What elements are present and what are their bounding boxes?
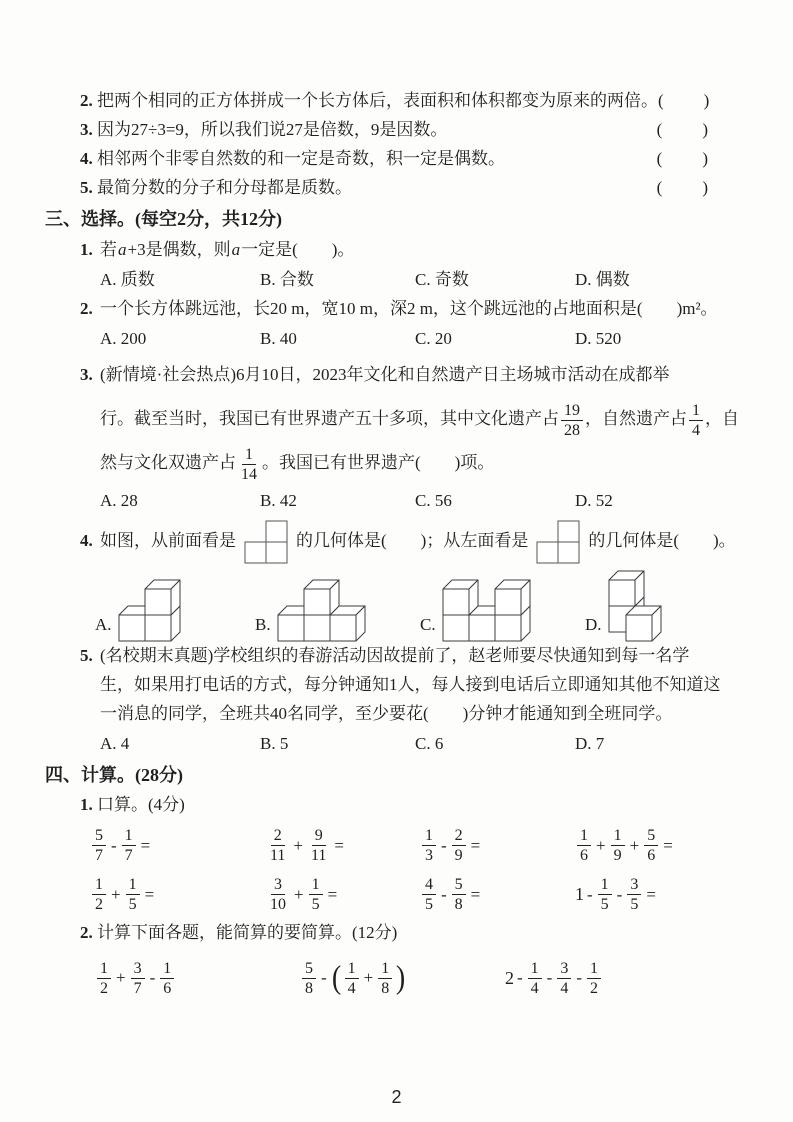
fraction-denominator: 4 <box>560 979 569 997</box>
fraction <box>644 826 658 865</box>
choice-question-4 <box>80 515 736 641</box>
fraction-numerator: 1 <box>97 959 111 979</box>
question-text: 一消息的同学，全班共40名同学，至少要花( )分钟才能通知到全班同学。 <box>100 704 673 723</box>
subheading-label: 口算。(4分) <box>92 795 185 814</box>
fraction-numerator: 1 <box>160 959 174 979</box>
fraction-numerator: 1 <box>92 875 106 895</box>
fraction <box>238 445 260 484</box>
section-title: 四、计算。 <box>45 765 135 785</box>
options-row <box>100 324 710 353</box>
fraction-denominator: 11 <box>311 847 327 864</box>
options-row <box>100 729 710 758</box>
question-number: 4. <box>80 149 93 168</box>
judge-item-text <box>80 86 658 115</box>
expression <box>420 826 575 865</box>
fraction-denominator: 7 <box>133 979 142 997</box>
choice-option: B. 5 <box>260 734 289 753</box>
fraction-denominator: 8 <box>381 979 390 997</box>
fraction-numerator: 9 <box>312 826 326 846</box>
operator: = <box>646 884 656 904</box>
simplify-calc-subheading <box>80 919 710 947</box>
cube-figure-C <box>441 578 532 643</box>
operator: - <box>441 835 447 855</box>
question-text: (名校期末真题)学校组织的春游活动因故提前了，赵老师要尽快通知到每一名学 <box>100 646 690 665</box>
operator: - <box>576 968 583 987</box>
fraction-numerator: 3 <box>131 959 145 979</box>
expression <box>505 959 710 998</box>
operator: - <box>587 884 593 904</box>
operator: - <box>546 968 553 987</box>
operator: = <box>140 835 151 855</box>
fraction <box>345 959 359 998</box>
expression <box>95 959 300 998</box>
operator: + <box>629 835 640 855</box>
variable: a <box>118 240 127 259</box>
choice-option: B. 40 <box>260 329 297 348</box>
choice-section-heading <box>45 206 710 232</box>
fraction-numerator: 1 <box>378 959 392 979</box>
expression <box>265 826 420 865</box>
question-line <box>80 353 710 397</box>
question-text: 如图，从前面看是 <box>100 531 236 550</box>
judge-item-text <box>80 144 505 173</box>
operator: + <box>293 835 303 855</box>
cube-options-row <box>95 569 710 641</box>
fraction-numerator: 19 <box>561 401 583 421</box>
fraction <box>308 826 329 865</box>
choice-option: C. 6 <box>415 734 444 753</box>
fraction-numerator: 2 <box>271 826 285 846</box>
fraction-denominator: 2 <box>100 979 108 997</box>
fraction-denominator: 4 <box>692 421 700 439</box>
judge-statement: 因为27÷3=9，所以我们说27是倍数，9是因数。 <box>92 120 448 139</box>
parenthesis: ) <box>396 959 406 996</box>
operator: = <box>470 884 481 904</box>
fraction-numerator: 3 <box>271 875 285 895</box>
judge-item-text <box>80 115 447 144</box>
fraction <box>422 875 436 914</box>
fraction-numerator: 1 <box>587 959 601 979</box>
question-text: 的几何体是( )；从左面看是 <box>296 531 529 550</box>
expression <box>575 875 710 914</box>
oral-calc-row <box>90 870 710 919</box>
fraction-numerator: 5 <box>302 959 316 979</box>
choice-question-1 <box>80 235 710 294</box>
choice-option: A. 质数 <box>100 270 155 289</box>
fraction-numerator: 1 <box>345 959 359 979</box>
question-number: 5. <box>80 178 93 197</box>
choice-option: A. 200 <box>100 329 147 348</box>
operator: + <box>294 884 304 904</box>
judge-item-text <box>80 173 352 202</box>
operator: = <box>144 884 155 904</box>
fraction <box>92 826 106 865</box>
fraction-numerator: 1 <box>126 875 140 895</box>
question-line <box>100 699 710 728</box>
fraction-denominator: 6 <box>580 847 588 864</box>
cube-option <box>585 569 710 643</box>
choice-option: C. 56 <box>415 491 452 510</box>
choice-option: D. 52 <box>575 491 613 510</box>
fraction <box>97 959 111 998</box>
choice-option: B. 合数 <box>260 270 314 289</box>
fraction-numerator: 1 <box>528 959 542 979</box>
fraction-denominator: 6 <box>163 979 172 997</box>
fraction-denominator: 5 <box>311 896 320 913</box>
expression <box>420 875 575 914</box>
fraction-denominator: 5 <box>630 896 639 913</box>
fraction-denominator: 9 <box>454 847 463 864</box>
fraction-numerator: 1 <box>242 445 256 465</box>
view-shape-front-figure <box>244 520 288 564</box>
expression <box>575 826 710 865</box>
question-line <box>80 294 718 323</box>
answer-blank: ( ) <box>656 178 710 197</box>
question-text: 若 <box>100 240 117 259</box>
fraction-denominator: 7 <box>95 847 103 864</box>
operator: = <box>334 835 344 855</box>
question-text: 然与文化双遗产占 <box>100 453 236 472</box>
option-label: B. <box>255 615 271 634</box>
integer: 2 <box>505 967 514 988</box>
judge-item <box>80 86 710 115</box>
view-shape-left-figure <box>536 520 580 564</box>
oral-calc-row <box>90 821 710 870</box>
operator: + <box>596 835 606 855</box>
judge-item <box>80 173 710 202</box>
choice-question-3 <box>80 353 739 515</box>
fraction-numerator: 1 <box>611 826 625 846</box>
fraction-numerator: 1 <box>577 826 591 846</box>
fraction-denominator: 7 <box>124 847 133 864</box>
oral-calc-subheading <box>80 791 710 819</box>
fraction <box>309 875 323 914</box>
choice-option: B. 42 <box>260 491 297 510</box>
judge-statement: 把两个相同的正方体拼成一个长方体后，表面积和体积都变为原来的两倍。 <box>92 91 658 110</box>
question-number: 3. <box>80 365 93 384</box>
calc-section-heading <box>45 762 710 788</box>
question-number: 1. <box>80 240 93 259</box>
question-number: 5. <box>80 646 93 665</box>
fraction-denominator: 2 <box>95 896 103 913</box>
question-text: +3是偶数，则 <box>127 240 231 259</box>
question-number: 2. <box>80 91 93 110</box>
option-label: D. <box>585 615 602 634</box>
section-title: 三、选择。 <box>45 209 135 229</box>
question-line <box>80 515 736 567</box>
fraction <box>598 875 612 914</box>
fraction <box>122 826 136 865</box>
section-score-note: (每空2分，共12分) <box>135 209 282 229</box>
fraction-denominator: 5 <box>128 896 137 913</box>
question-line <box>80 641 710 670</box>
cube-figure-D <box>607 569 672 643</box>
choice-option: A. 28 <box>100 491 138 510</box>
operator: - <box>321 968 327 987</box>
fraction-denominator: 11 <box>270 847 286 864</box>
answer-blank: ( ) <box>656 120 710 139</box>
question-line <box>80 235 710 264</box>
fraction-denominator: 9 <box>613 847 622 864</box>
operator: - <box>111 835 117 855</box>
choice-question-5 <box>80 641 721 758</box>
fraction-numerator: 3 <box>557 959 571 979</box>
fraction <box>689 401 703 440</box>
operator: - <box>441 884 447 904</box>
fraction-denominator: 2 <box>590 979 599 997</box>
question-number: 1. <box>80 795 93 814</box>
fraction <box>378 959 392 998</box>
fraction <box>302 959 316 998</box>
expression <box>265 875 420 914</box>
oral-calc-grid <box>45 821 710 919</box>
page-number: 2 <box>391 1087 402 1107</box>
operator: = <box>663 835 673 855</box>
fraction <box>577 826 591 865</box>
question-text: 一定是( )。 <box>241 240 355 259</box>
fraction <box>627 875 641 914</box>
question-text: 生，如果用打电话的方式，每分钟通知1人，每人接到电话后立即通知其他不知道这 <box>100 675 721 694</box>
fraction-denominator: 8 <box>454 896 463 913</box>
fraction-denominator: 5 <box>425 896 433 913</box>
fraction <box>528 959 542 998</box>
options-row <box>100 265 710 294</box>
operator: - <box>517 968 523 987</box>
fraction-denominator: 6 <box>647 847 656 864</box>
answer-blank: ( ) <box>656 149 710 168</box>
question-number: 2. <box>80 923 93 942</box>
question-text: ，自 <box>705 409 739 428</box>
judge-item <box>80 115 710 144</box>
cube-figure-A <box>117 578 182 643</box>
option-label: C. <box>420 615 436 634</box>
fraction <box>587 959 601 998</box>
fraction-numerator: 1 <box>598 875 612 895</box>
question-line <box>100 441 710 485</box>
choice-option: D. 偶数 <box>575 270 630 289</box>
operator: - <box>616 884 623 904</box>
operator: = <box>470 835 481 855</box>
fraction <box>131 959 145 998</box>
simplify-calc-row <box>95 947 710 1009</box>
answer-blank: ( ) <box>658 91 712 110</box>
fraction-denominator: 4 <box>530 979 539 997</box>
fraction <box>267 826 288 865</box>
judge-list <box>45 86 710 202</box>
judge-statement: 最简分数的分子和分母都是质数。 <box>92 178 352 197</box>
fraction <box>557 959 571 998</box>
fraction <box>422 826 436 865</box>
variable: a <box>231 240 241 259</box>
question-line <box>100 397 739 441</box>
options-row <box>100 486 710 515</box>
expression <box>90 826 265 865</box>
fraction-numerator: 3 <box>627 875 641 895</box>
operator: = <box>327 884 338 904</box>
fraction <box>452 826 466 865</box>
fraction <box>452 875 466 914</box>
fraction-denominator: 28 <box>564 421 580 439</box>
operator: + <box>116 968 126 987</box>
expression <box>300 959 505 998</box>
fraction <box>611 826 625 865</box>
choice-option: C. 20 <box>415 329 452 348</box>
judge-item <box>80 144 710 173</box>
judge-section <box>45 86 710 202</box>
fraction <box>160 959 174 998</box>
choice-question-2 <box>80 294 718 353</box>
fraction-numerator: 5 <box>644 826 658 846</box>
question-number: 4. <box>80 531 93 550</box>
question-number: 2. <box>80 299 93 318</box>
question-line <box>100 670 721 699</box>
fraction-numerator: 5 <box>452 875 466 895</box>
question-text: 。我国已有世界遗产( )项。 <box>262 453 495 472</box>
operator: + <box>111 884 121 904</box>
fraction <box>92 875 106 914</box>
fraction <box>561 401 583 440</box>
question-text: 一个长方体跳远池，长20 m，宽10 m，深2 m，这个跳远池的占地面积是( )m²。 <box>100 299 718 318</box>
fraction <box>267 875 289 914</box>
integer: 1 <box>575 884 584 904</box>
fraction-numerator: 4 <box>422 875 436 895</box>
fraction-denominator: 3 <box>425 847 433 864</box>
judge-statement: 相邻两个非零自然数的和一定是奇数，积一定是偶数。 <box>92 149 505 168</box>
operator: - <box>149 968 156 987</box>
cube-option <box>420 578 585 643</box>
fraction-denominator: 10 <box>270 896 286 913</box>
choice-option: A. 4 <box>100 734 130 753</box>
cube-figure-B <box>276 578 367 643</box>
question-text: 行。截至当时，我国已有世界遗产五十多项，其中文化遗产占 <box>100 409 559 428</box>
parenthesis: ( <box>331 959 341 996</box>
option-label: A. <box>95 615 112 634</box>
question-text: 的几何体是( )。 <box>588 531 736 550</box>
fraction-numerator: 1 <box>422 826 436 846</box>
question-text: ，自然遗产占 <box>585 409 687 428</box>
section-score-note: (28分) <box>135 765 183 785</box>
fraction-numerator: 2 <box>452 826 466 846</box>
choice-option: D. 520 <box>575 329 622 348</box>
cube-option <box>255 578 420 643</box>
choice-option: D. 7 <box>575 734 605 753</box>
operator: + <box>363 968 374 987</box>
fraction <box>126 875 140 914</box>
subheading-label: 计算下面各题，能简算的要简算。(12分) <box>92 923 398 942</box>
fraction-numerator: 1 <box>689 401 703 421</box>
question-text: (新情境·社会热点)6月10日，2023年文化和自然遗产日主场城市活动在成都举 <box>100 365 670 384</box>
fraction-denominator: 14 <box>241 465 257 483</box>
fraction-numerator: 5 <box>92 826 106 846</box>
question-number: 3. <box>80 120 93 139</box>
cube-option <box>95 578 255 643</box>
choice-option: C. 奇数 <box>415 270 469 289</box>
fraction-denominator: 4 <box>347 979 356 997</box>
fraction-denominator: 5 <box>600 896 609 913</box>
fraction-denominator: 8 <box>305 979 313 997</box>
fraction-numerator: 1 <box>309 875 323 895</box>
expression <box>90 875 265 914</box>
fraction-numerator: 1 <box>122 826 136 846</box>
